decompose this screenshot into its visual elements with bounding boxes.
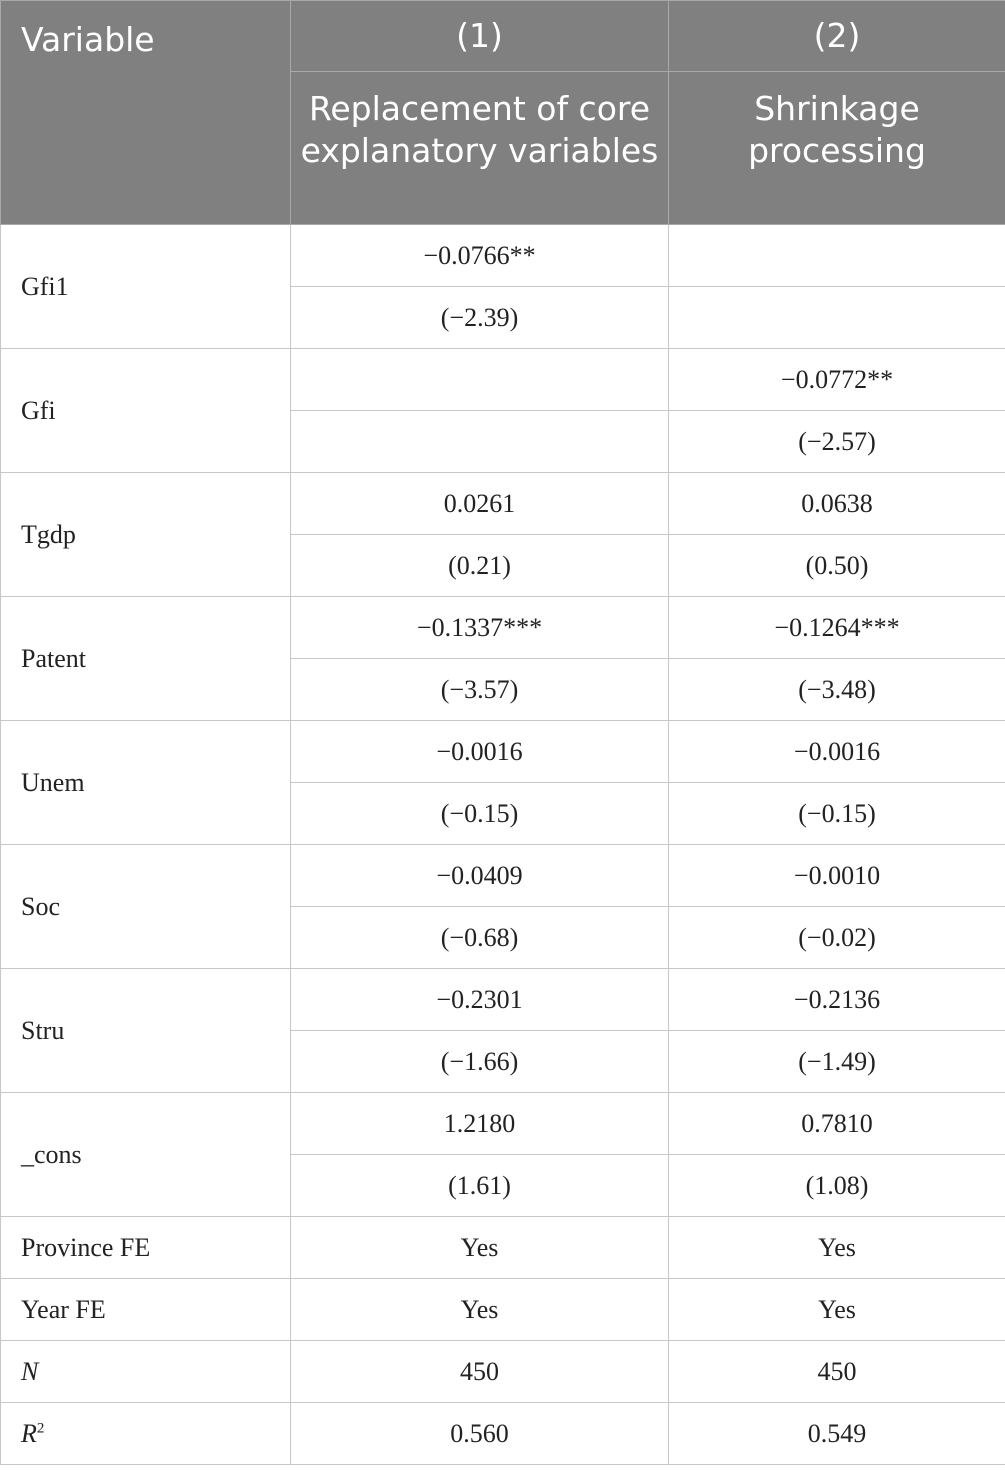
coefficient-cell: −0.1264*** — [669, 597, 1005, 659]
table-row — [1, 225, 1005, 287]
t-stat-cell: (−2.57) — [669, 411, 1005, 473]
t-stat-cell — [669, 287, 1005, 349]
table-body — [1, 225, 1005, 1465]
table-row — [1, 1093, 1005, 1155]
t-stat-cell: (−0.68) — [291, 907, 669, 969]
row-label: Tgdp — [1, 473, 291, 597]
table-row — [1, 969, 1005, 1031]
row-label: Gfi — [1, 349, 291, 473]
row-label: Patent — [1, 597, 291, 721]
row-label: Province FE — [1, 1217, 291, 1279]
province-fe-col2: Yes — [669, 1217, 1005, 1279]
t-stat-cell: (0.21) — [291, 535, 669, 597]
r-squared-label: R — [21, 1418, 37, 1448]
coefficient-cell: 1.2180 — [291, 1093, 669, 1155]
coefficient-cell: −0.0409 — [291, 845, 669, 907]
coefficient-cell: −0.0766** — [291, 225, 669, 287]
year-fe-row — [1, 1279, 1005, 1341]
coefficient-cell — [669, 225, 1005, 287]
table-row — [1, 349, 1005, 411]
coefficient-cell: −0.0016 — [291, 721, 669, 783]
table-row — [1, 473, 1005, 535]
coefficient-cell: 0.0261 — [291, 473, 669, 535]
coefficient-cell: −0.0016 — [669, 721, 1005, 783]
row-label: Stru — [1, 969, 291, 1093]
row-label: Soc — [1, 845, 291, 969]
coefficient-cell: −0.2301 — [291, 969, 669, 1031]
column-1-number: (1) — [291, 1, 669, 72]
row-label: Unem — [1, 721, 291, 845]
observations-label: N — [21, 1356, 39, 1386]
t-stat-cell: (−0.02) — [669, 907, 1005, 969]
coefficient-cell: −0.0772** — [669, 349, 1005, 411]
t-stat-cell: (−2.39) — [291, 287, 669, 349]
t-stat-cell: (−1.66) — [291, 1031, 669, 1093]
coefficient-cell: −0.0010 — [669, 845, 1005, 907]
t-stat-cell — [291, 411, 669, 473]
province-fe-col1: Yes — [291, 1217, 669, 1279]
row-label: Year FE — [1, 1279, 291, 1341]
coefficient-cell — [291, 349, 669, 411]
coefficient-cell: −0.2136 — [669, 969, 1005, 1031]
column-2-title: Shrinkage processing — [669, 72, 1005, 225]
t-stat-cell: (1.08) — [669, 1155, 1005, 1217]
province-fe-row — [1, 1217, 1005, 1279]
observations-col1: 450 — [291, 1341, 669, 1403]
coefficient-cell: 0.7810 — [669, 1093, 1005, 1155]
observations-row — [1, 1341, 1005, 1403]
t-stat-cell: (−0.15) — [291, 783, 669, 845]
year-fe-col1: Yes — [291, 1279, 669, 1341]
r-squared-col1: 0.560 — [291, 1403, 669, 1465]
r-squared-superscript: 2 — [36, 1419, 45, 1436]
column-1-title: Replacement of core explanatory variables — [291, 72, 669, 225]
t-stat-cell: (0.50) — [669, 535, 1005, 597]
t-stat-cell: (−3.48) — [669, 659, 1005, 721]
table-row — [1, 721, 1005, 783]
r-squared-col2: 0.549 — [669, 1403, 1005, 1465]
row-label: _cons — [1, 1093, 291, 1217]
table-row — [1, 845, 1005, 907]
row-label: Gfi1 — [1, 225, 291, 349]
variable-column-header: Variable — [1, 1, 291, 225]
coefficient-cell: −0.1337*** — [291, 597, 669, 659]
coefficient-cell: 0.0638 — [669, 473, 1005, 535]
table-row — [1, 597, 1005, 659]
column-2-number: (2) — [669, 1, 1005, 72]
t-stat-cell: (1.61) — [291, 1155, 669, 1217]
t-stat-cell: (−3.57) — [291, 659, 669, 721]
table-header — [1, 1, 1005, 225]
r-squared-row — [1, 1403, 1005, 1465]
year-fe-col2: Yes — [669, 1279, 1005, 1341]
observations-col2: 450 — [669, 1341, 1005, 1403]
t-stat-cell: (−1.49) — [669, 1031, 1005, 1093]
t-stat-cell: (−0.15) — [669, 783, 1005, 845]
